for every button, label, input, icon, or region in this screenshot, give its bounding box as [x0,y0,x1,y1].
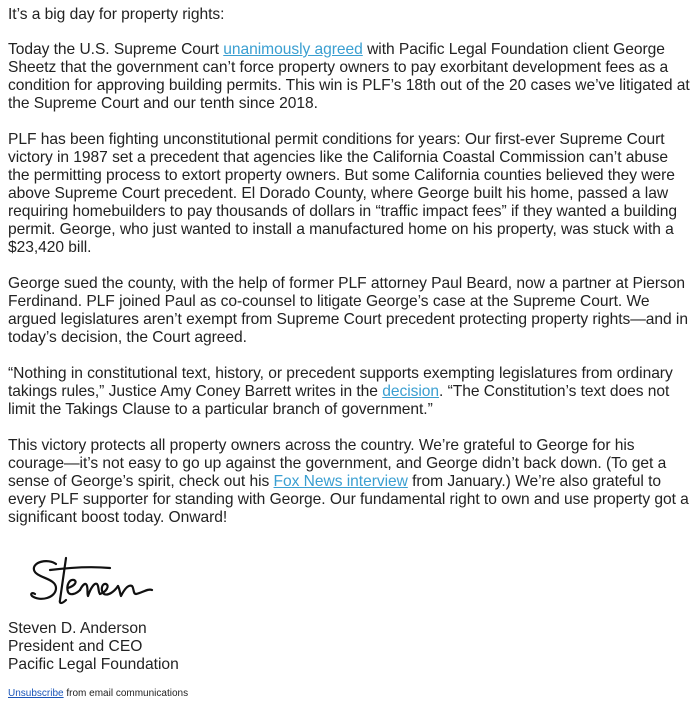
email-footer [8,688,188,700]
p1-text-start: Today the U.S. Supreme Court [8,41,224,58]
p1-text-end: with Pacific Legal Foundation client George Sheetz that the government can’t force property owners to pay exorbitant development fees as a condition for approving building permits. This win is PLF’s 18th out of the 20 cases we’ve litigated at the Supreme Court and our tenth since 2018. [8,41,690,112]
signer-name: Steven D. Anderson [8,620,147,637]
signer-organization: Pacific Legal Foundation [8,656,179,673]
handwritten-signature [26,556,156,612]
paragraph-supreme-court-win [8,41,692,113]
paragraph-gratitude [8,437,692,527]
signature-block [8,620,179,674]
decision-link[interactable]: decision [382,383,440,400]
p5-text-start: This victory protects all property owners across the country. We’re grateful to George for his courage—it’s not easy to go up against the government, and George didn’t back down. (To get a sense of George’s spirit, check out his [8,437,667,490]
fox-news-interview-link[interactable]: Fox News interview [273,473,408,490]
email-body [8,6,692,545]
paragraph-lawsuit: George sued the county, with the help of former PLF attorney Paul Beard, now a partner at Pierson Ferdinand. PLF joined Paul as co-counsel to litigate George’s case at the Supreme Court. We argued legislatures aren’t exempt from Supreme Court precedent protecting property rights—and in today’s decision, the Court agreed. [8,275,688,346]
footer-text: from email communications [63,688,189,699]
signer-title: President and CEO [8,638,143,655]
p4-text-start: “Nothing in constitutional text, history, or precedent supports exempting legislatures from ordinary takings rules,” Justice Amy Coney Barrett writes in the [8,365,673,400]
greeting: It’s a big day for property rights: [8,6,225,23]
paragraph-quote [8,365,692,419]
unanimously-agreed-link[interactable]: unanimously agreed [223,41,363,58]
p4-text-end: . “The Constitution’s text does not limit the Takings Clause to a particular branch of government.” [8,383,670,418]
p5-text-end: from January.) We’re also grateful to every PLF supporter for standing with George. Our fundamental right to own and use property got a significant boost today. Onward! [8,473,689,526]
unsubscribe-link[interactable]: Unsubscribe [8,688,64,699]
paragraph-history: PLF has been fighting unconstitutional permit conditions for years: Our first-ever Supreme Court victory in 1987 set a precedent that agencies like the California Coastal Commission can’t abuse the permitting process to extort property owners. But some California counties believed they were above Supreme Court precedent. El Dorado County, where George built his home, passed a law requiring homebuilders to pay thousands of dollars in “traffic impact fees” if they wanted a building permit. George, who just wanted to install a manufactured home on his property, was stuck with a $23,420 bill. [8,131,678,256]
